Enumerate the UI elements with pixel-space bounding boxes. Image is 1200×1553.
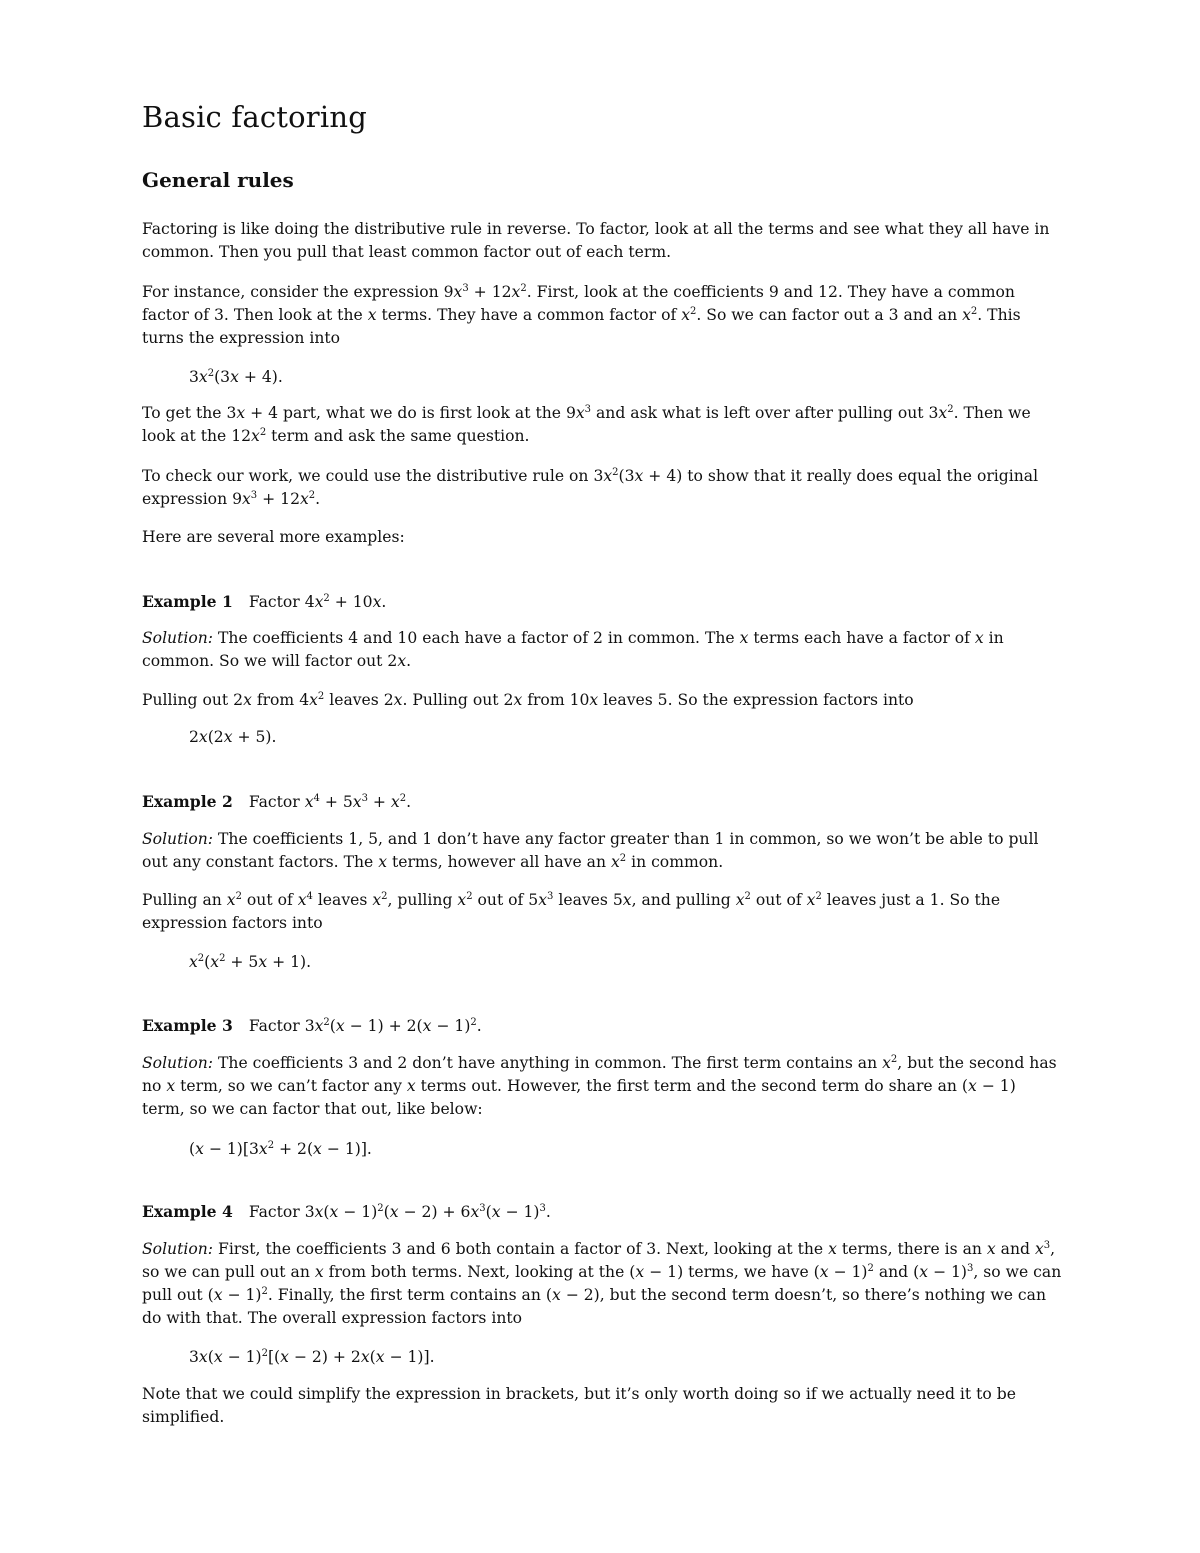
intro-paragraph-3: To get the 3x + 4 part, what we do is first look at the $9x^3$ and ask what is left over after pulling out $3x^2$. Then we look at the $12x^2$ term and ask the same question.: [142, 404, 1031, 445]
example-2-heading: Example 2 Factor $x^4 + 5x^3 + x^2$.: [142, 792, 412, 811]
example-1-result: 2x(2x + 5).: [189, 728, 277, 746]
example-2-result: $x^2(x^2 + 5x + 1)$.: [189, 953, 312, 971]
section-heading: General rules: [142, 168, 294, 192]
intro-paragraph-4: To check our work, we could use the distributive rule on $3x^2(3x + 4)$ to show that it really does equal the original expression $9x^3 + 12x^2$.: [142, 467, 1039, 508]
intro-paragraph-1: Factoring is like doing the distributive rule in reverse. To factor, look at all the terms and see what they all have in common. Then you pull that least common factor out of each term.: [142, 220, 1050, 261]
example-4-solution: Solution: First, the coefficients 3 and 6 both contain a factor of 3. Next, looking at the x terms, there is an x and $x^3$, so we can pull out an x from both terms. Next, looking at the (x − 1) terms, we have $(x - 1)^2$ and $(x - 1)^3$, so we can pull out $(x - 1)^2$. Finally, the first term contains an (x − 2), but the second term doesn’t, so there’s nothing we can do with that. The overall expression factors into: [142, 1240, 1062, 1327]
example-1-solution: Solution: The coefficients 4 and 10 each have a factor of 2 in common. The x terms each have a factor of x in common. So we will factor out 2x.: [142, 629, 1004, 670]
page-title: Basic factoring: [142, 100, 367, 134]
example-1-explanation: Pulling out 2x from $4x^2$ leaves 2x. Pulling out 2x from 10x leaves 5. So the expression factors into: [142, 691, 914, 709]
intro-paragraph-5: Here are several more examples:: [142, 528, 405, 546]
example-3-heading: Example 3 Factor $3x^2(x - 1) + 2(x - 1)^2$.: [142, 1016, 482, 1035]
example-1-heading: Example 1 Factor $4x^2 + 10x$.: [142, 592, 387, 611]
closing-note: Note that we could simplify the expression in brackets, but it’s only worth doing so if we actually need it to be simplified.: [142, 1385, 1016, 1426]
example-2-explanation: Pulling an $x^2$ out of $x^4$ leaves $x^2$, pulling $x^2$ out of $5x^3$ leaves 5x, and pulling $x^2$ out of $x^2$ leaves just a 1. So the expression factors into: [142, 891, 1001, 932]
intro-paragraph-2: For instance, consider the expression $9x^3 + 12x^2$. First, look at the coefficients 9 and 12. They have a common factor of 3. Then look at the x terms. They have a common factor of $x^2$. So we can factor out a 3 and an $x^2$. This turns the expression into: [142, 283, 1021, 347]
example-2-solution: Solution: The coefficients 1, 5, and 1 don’t have any factor greater than 1 in common, so we won’t be able to pull out any constant factors. The x terms, however all have an $x^2$ in common.: [142, 830, 1039, 871]
example-4-result: $3x(x - 1)^2[(x - 2) + 2x(x - 1)]$.: [189, 1348, 435, 1366]
display-equation-1: $3x^2(3x + 4)$.: [189, 368, 283, 386]
example-3-solution: Solution: The coefficients 3 and 2 don’t have anything in common. The first term contains an $x^2$, but the second has no x term, so we can’t factor any x terms out. However, the first term and the second term do share an (x − 1) term, so we can factor that out, like below:: [142, 1054, 1057, 1118]
example-4-heading: Example 4 Factor $3x(x - 1)^2(x - 2) + 6x^3(x - 1)^3$.: [142, 1202, 551, 1221]
example-3-result: $(x - 1)[3x^2 + 2(x - 1)]$.: [189, 1140, 372, 1158]
